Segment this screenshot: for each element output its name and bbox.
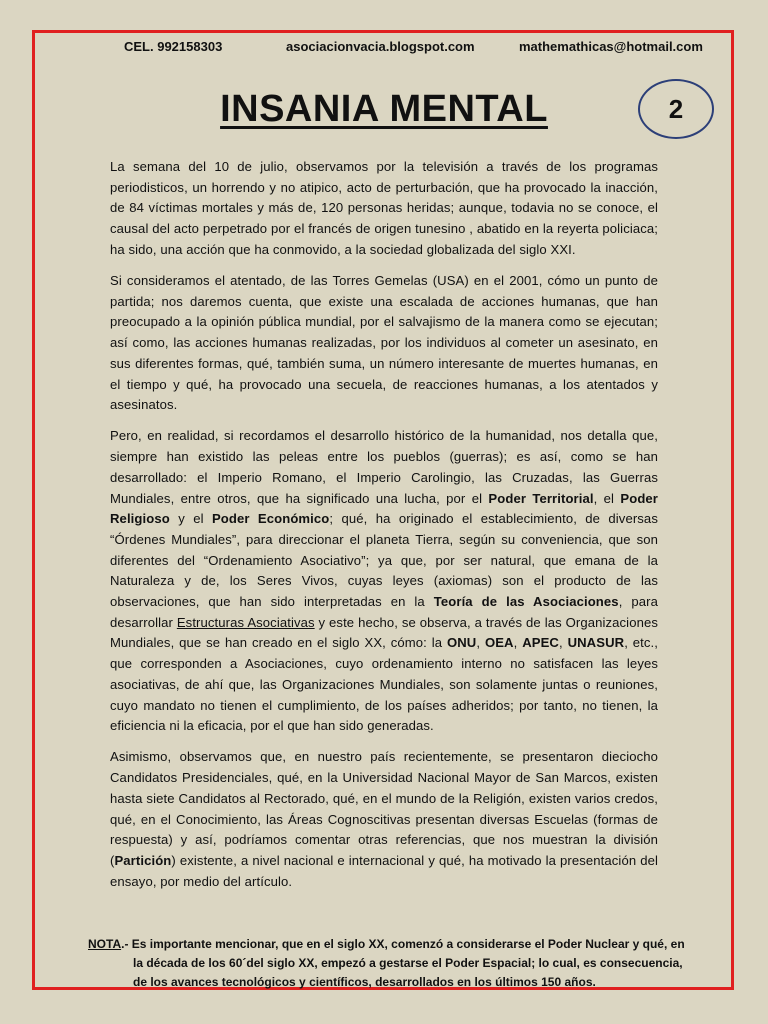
p3-text: y el (169, 511, 212, 527)
note-text: , comenzó a considerarse el (384, 937, 548, 951)
p3-text: , etc., que corresponden a Asociaciones, cuyo ordenamiento interno no satisfacen las leyes asociativas, de ahí que, las Organizaciones Mundiales, son solamente juntas o reuniones, cuyo mandato no tienen el cumplimiento, de los países adheridos; por tanto, no tienen, la eficiencia ni la eficacia, por el que han sido generadas. (110, 635, 658, 734)
page-number: 2 (668, 93, 684, 124)
p3-bold: ONU (446, 635, 477, 651)
article-body (110, 157, 658, 903)
p3-bold: Teoría de las Asociaciones (433, 594, 619, 610)
p3-text: Pero, en realidad, si recordamos el desarrollo histórico de la humanidad, nos detalla que, siempre han existido las peleas entre los pueblos (guerras); es así, como se han desarrollado: el Imperio Romano, el Imperio Carolingio, las Cruzadas, las Guerras Mundiales, entre otros, que ha significado una lucha, por el (110, 428, 658, 506)
p3-text: , para desarrollar (110, 594, 658, 630)
header-email: mathemathicas@hotmail.com (519, 39, 703, 54)
p3-text: , (558, 635, 568, 651)
p3-bold: APEC (522, 635, 559, 651)
note-line-3: de los avances tecnológicos y científicos, desarrollados en los últimos 150 años. (133, 975, 596, 989)
header-phone: CEL. 992158303 (124, 39, 223, 54)
note-text: , empezó a gestarse el (314, 956, 446, 970)
note-text: XX (298, 956, 315, 970)
page-title: INSANIA MENTAL (220, 88, 548, 130)
paragraph-4 (110, 747, 658, 892)
note-line-2 (88, 954, 693, 973)
p3-text: ; qué, ha originado el establecimiento, de diversas “Órdenes Mundiales”, para direccionar el planeta Tierra, según su conveniencia, que son diferentes del “Ordenamiento Asociativo”; ya que, por ser natural, que emana de la Naturaleza y de, los Seres Vivos, cuyas leyes (axiomas) son el producto de las observaciones, que han sido interpretadas en la (110, 511, 658, 610)
note-text: Poder Espacial (445, 956, 532, 970)
p3-bold: Poder Económico (211, 511, 330, 527)
note-text: XX (368, 937, 385, 951)
p4-text: ) existente, a nivel nacional e internacional y qué, ha motivado la presentación del ensayo, por medio del artículo. (110, 853, 658, 889)
note-text: .- Es importante mencionar, que en el siglo (121, 937, 369, 951)
p3-text: , (513, 635, 523, 651)
note-line-1 (88, 935, 693, 954)
contact-header (0, 39, 768, 57)
paragraph-2: Si consideramos el atentado, de las Torres Gemelas (USA) en el 2001, cómo un punto de partida; nos daremos cuenta, que existe una escalada de acciones humanas, que han preocupado a la opinión pública mundial, por el salvajismo de la manera como se ejecutan; así como, las acciones humanas realizadas, por los individuos al cometer un asesinato, en sus diferentes formas, qué, también suma, un número interesante de muertes humanas, en el tiempo y qué, ha provocado una secuela, de reacciones humanas, a los atentados y asesinatos. (110, 273, 658, 413)
note-text: Poder Nuclear (547, 937, 630, 951)
note-text: la década de los 60´del siglo (133, 956, 299, 970)
p3-bold: UNASUR (567, 635, 625, 651)
paragraph-3 (110, 426, 658, 737)
note-text: y qué, en (629, 937, 685, 951)
footnote (88, 935, 693, 992)
page-number-badge (638, 79, 714, 139)
p3-text: y este hecho, se observa, a través de las Organizaciones Mundiales, que se han creado en el siglo XX, cómo: la (110, 614, 658, 651)
p3-bold: Poder Religioso (110, 490, 658, 527)
header-blog: asociacionvacia.blogspot.com (286, 39, 475, 54)
p3-text: , el (593, 490, 621, 506)
p3-bold: OEA (484, 635, 514, 651)
note-text: ; lo cual, es consecuencia, (531, 956, 683, 970)
p3-underlined: Estructuras Asociativas (176, 614, 315, 630)
p4-bold: Partición (114, 853, 172, 868)
p3-text: , (476, 635, 485, 651)
paragraph-1: La semana del 10 de julio, observamos por la televisión a través de los programas periodisticos, un horrendo y no atipico, acto de perturbación, que ha provocado la inacción, de 84 víctimas mortales y más de, 120 personas heridas; aunque, todavia no se conoce, el causal del acto perpetrado por el francés de origen tunesino , abatido en la reyerta policiaca; ha sido, una acción que ha conmovido, a la sociedad globalizada del siglo XXI. (110, 159, 658, 257)
p3-bold: Poder Territorial (488, 490, 594, 506)
note-label: NOTA (88, 937, 122, 951)
p4-text: Asimismo, observamos que, en nuestro país recientemente, se presentaron dieciocho Candidatos Presidenciales, qué, en la Universidad Nacional Mayor de San Marcos, existen hasta siete Candidatos al Rectorado, qué, en el mundo de la Religión, existen varios credos, qué, en el Conocimiento, las Áreas Cognoscitivas presentan diversas Escuelas (formas de respuesta) y así, podríamos comentar otras referencias, que nos muestran la división ( (110, 749, 658, 868)
